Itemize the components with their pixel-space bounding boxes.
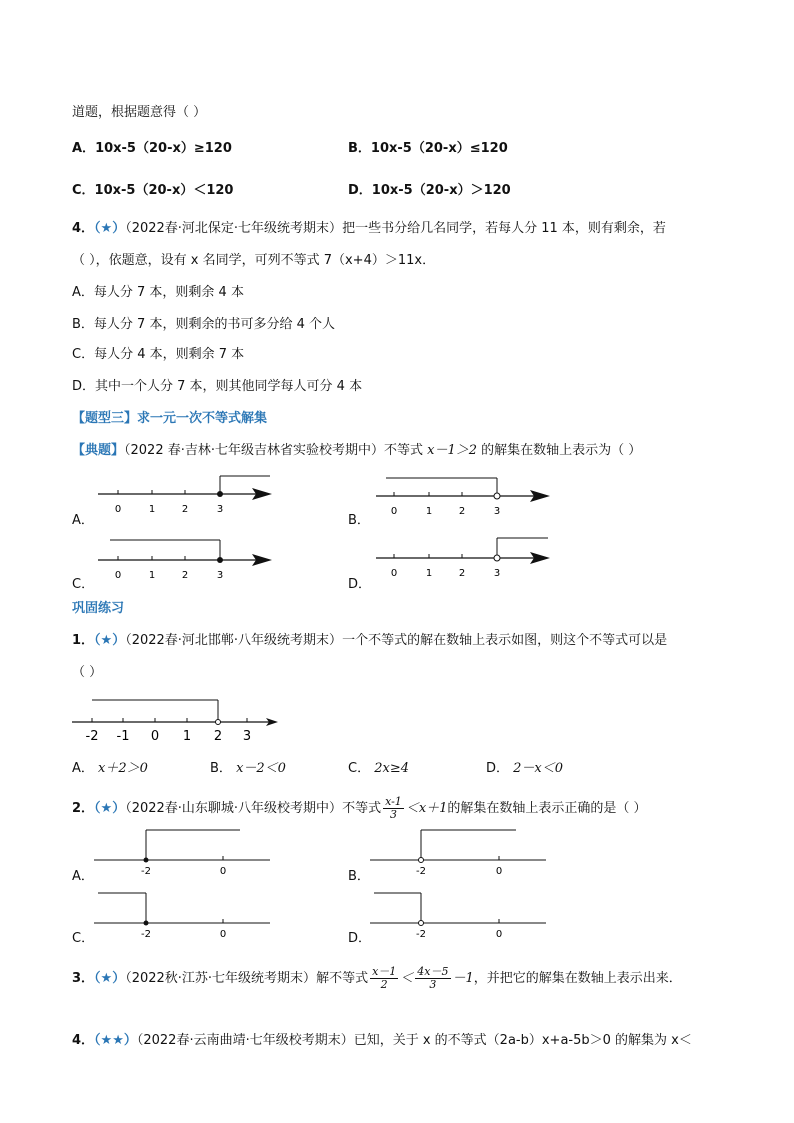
tick-label: 0: [390, 506, 398, 517]
tick-label: 2: [181, 504, 189, 515]
tick-label: -2: [141, 929, 151, 940]
number-line-typical-c: [96, 540, 276, 586]
typical-option-b-label: B．: [348, 513, 370, 528]
star-icon: （★★）: [94, 1033, 137, 1048]
tick-label: 0: [150, 729, 160, 744]
p1-option-a: A． x＋2＞0: [72, 761, 148, 776]
tick-label: 3: [242, 729, 252, 744]
p1-option-c: C． 2x≥4: [348, 761, 409, 776]
tick-label: -2: [416, 866, 426, 877]
star-icon: （★）: [94, 633, 126, 648]
q4-option-a: A．每人分 7 本，则剩余 4 本: [72, 285, 244, 300]
closed-endpoint: [217, 491, 223, 497]
fraction: $\frac{x-1}{2}$: [372, 965, 397, 991]
tick-label: 2: [181, 570, 189, 581]
closed-endpoint: [144, 858, 149, 863]
tick-label: 3: [216, 504, 224, 515]
section-title: 【题型三】求一元一次不等式解集: [72, 411, 268, 426]
open-endpoint: [216, 720, 221, 725]
tick-label: 0: [114, 504, 122, 515]
number-line-typical-a: [96, 476, 276, 522]
number-line-p1: [72, 698, 284, 744]
star-icon: （★）: [94, 971, 126, 986]
q4-option-c: C．每人分 4 本，则剩余 7 本: [72, 347, 245, 362]
tick-label: 1: [425, 568, 433, 579]
tick-label: -1: [116, 729, 130, 744]
typical-option-d-label: D．: [348, 577, 372, 592]
tick-label: 2: [458, 568, 466, 579]
q4-option-b: B．每人分 7 本，则剩余的书可多分给 4 个人: [72, 317, 335, 332]
number-line-p2-d: [370, 893, 550, 939]
q3-option-d: D．10x-5（20-x）＞120: [348, 183, 511, 198]
tick-label: 0: [219, 866, 227, 877]
number-line-typical-b: [374, 478, 554, 524]
p2-option-b-label: B．: [348, 869, 370, 884]
p1-stem: 1．（★）（2022春·河北邯郸·八年级统考期末）一个不等式的解在数轴上表示如图，则这个不等式可以是: [72, 633, 668, 648]
tick-label: 3: [216, 570, 224, 581]
tick-label: 0: [495, 866, 503, 877]
open-endpoint: [494, 555, 500, 561]
p1-option-d: D． 2－x＜0: [486, 761, 564, 776]
tick-label: 1: [148, 570, 156, 581]
closed-endpoint: [217, 557, 223, 563]
p2-option-a-label: A．: [72, 869, 94, 884]
p1-option-b: B． x－2＜0: [210, 761, 286, 776]
p2-stem: 2．（★）（2022春·山东聊城·八年级校考期中）不等式 $\frac{x-1}{3}$ ＜x＋1的解集在数轴上表示正确的是（ ）: [72, 795, 647, 821]
tick-label: 1: [182, 729, 192, 744]
p2-option-d-label: D．: [348, 931, 372, 946]
tick-label: 0: [114, 570, 122, 581]
number-line-p2-c: [94, 893, 274, 939]
open-endpoint: [419, 921, 424, 926]
q4-stem-line1: 4．（★）（2022春·河北保定·七年级统考期末）把一些书分给几名同学，若每人分 11 本，则有剩余，若: [72, 221, 666, 236]
tick-label: 2: [213, 729, 223, 744]
tick-label: 3: [493, 506, 501, 517]
tick-label: -2: [416, 929, 426, 940]
q3-option-a: A．10x-5（20-x）≥120: [72, 141, 232, 156]
open-endpoint: [494, 493, 500, 499]
question-tail: 道题，根据题意得（ ）: [72, 105, 207, 120]
tick-label: -2: [85, 729, 99, 744]
practice-title: 巩固练习: [72, 601, 125, 616]
number-line-p2-a: [94, 830, 274, 876]
tick-label: 1: [425, 506, 433, 517]
star-icon: （★）: [94, 801, 126, 816]
number-line-typical-d: [374, 538, 554, 584]
open-endpoint: [419, 858, 424, 863]
closed-endpoint: [144, 921, 149, 926]
q3-option-c: C．10x-5（20-x）＜120: [72, 183, 234, 198]
typical-question-stem: 【典题】（2022 春·吉林·七年级吉林省实验校考期中）不等式 x－1＞2 的解集在数轴上表示为（ ）: [72, 443, 642, 458]
q4-option-d: D．其中一个人分 7 本，则其他同学每人可分 4 本: [72, 379, 363, 394]
p4-stem: 4．（★★）（2022春·云南曲靖·七年级校考期末）已知，关于 x 的不等式（2a-b）x+a-5b＞0 的解集为 x＜: [72, 1033, 692, 1048]
typical-option-c-label: C．: [72, 577, 95, 592]
fraction: $\frac{4x-5}{3}$: [417, 965, 449, 991]
p2-option-c-label: C．: [72, 931, 95, 946]
p3-stem: 3．（★）（2022秋·江苏·七年级统考期末）解不等式 $\frac{x-1}{2}$ ＜ $\frac{4x-5}{3}$ －1，并把它的解集在数轴上表示出来．: [72, 965, 682, 991]
star-icon: （★）: [94, 221, 126, 236]
tick-label: 2: [458, 506, 466, 517]
number-line-p2-b: [370, 830, 550, 876]
tick-label: -2: [141, 866, 151, 877]
tick-label: 0: [390, 568, 398, 579]
tick-label: 3: [493, 568, 501, 579]
q3-option-b: B．10x-5（20-x）≤120: [348, 141, 508, 156]
tick-label: 0: [219, 929, 227, 940]
p1-paren: （ ）: [72, 665, 103, 680]
tick-label: 0: [495, 929, 503, 940]
typical-option-a-label: A．: [72, 513, 94, 528]
q4-stem-line2: （ ），依题意，设有 x 名同学，可列不等式 7（x+4）＞11x．: [72, 253, 436, 268]
tick-label: 1: [148, 504, 156, 515]
fraction: $\frac{x-1}{3}$: [385, 795, 402, 821]
